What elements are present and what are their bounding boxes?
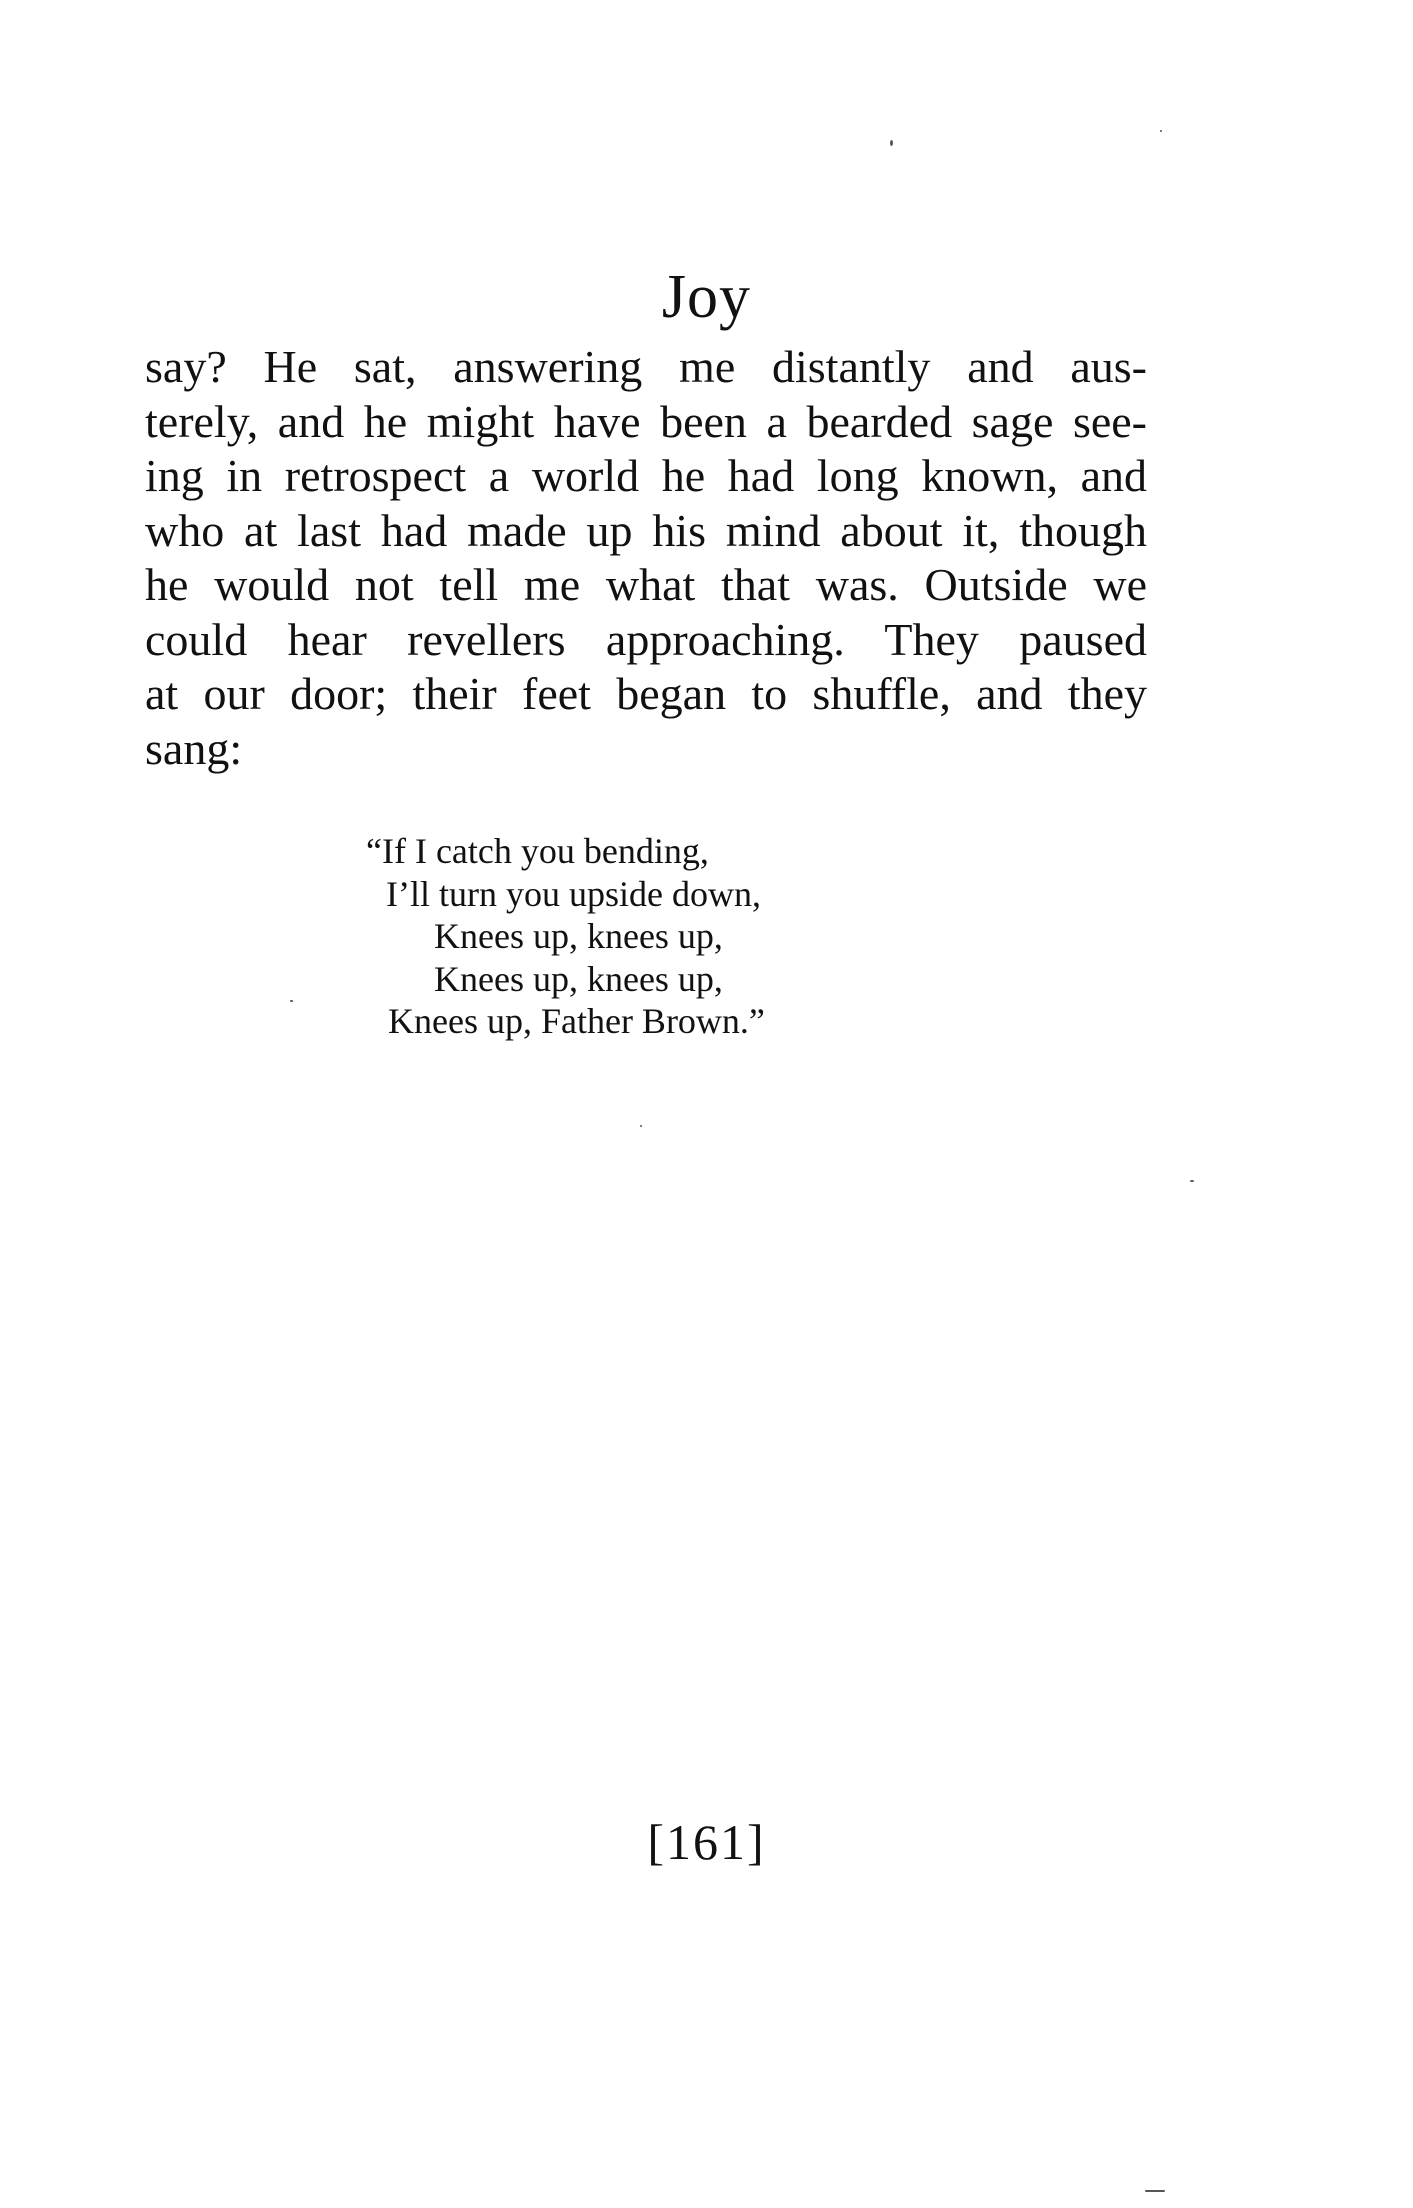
- scan-speck: [1145, 2190, 1165, 2192]
- page-number: [161]: [647, 1814, 766, 1870]
- verse-line: “If I catch you bending,: [366, 831, 709, 871]
- prose-line: at our door; their feet began to shuffle, and they: [145, 668, 1147, 719]
- verse-line: Knees up, Father Brown.”: [388, 1001, 765, 1041]
- prose-line: say? He sat, answering me distantly and aus-: [145, 341, 1147, 392]
- verse-line: Knees up, knees up,: [434, 958, 723, 999]
- prose-line: could hear revellers approaching. They paused: [145, 613, 1147, 665]
- scan-speck: [1190, 1180, 1194, 1182]
- scan-speck: [290, 1000, 293, 1002]
- prose-line: sang:: [145, 722, 243, 774]
- prose-line: ing in retrospect a world he had long known, and: [145, 450, 1147, 501]
- prose-line: terely, and he might have been a bearded sage see-: [145, 395, 1147, 447]
- verse-line: I’ll turn you upside down,: [386, 873, 761, 914]
- running-head: Joy: [661, 263, 752, 331]
- scan-speck: [640, 1125, 642, 1127]
- verse-line: Knees up, knees up,: [434, 916, 723, 956]
- prose-line: who at last had made up his mind about it, though: [145, 504, 1147, 556]
- song-verse: [366, 830, 906, 1043]
- scan-speck: [1160, 130, 1162, 132]
- prose-line: he would not tell me what that was. Outside we: [145, 559, 1147, 610]
- scan-speck: [890, 140, 893, 146]
- prose-paragraph: [145, 340, 1147, 776]
